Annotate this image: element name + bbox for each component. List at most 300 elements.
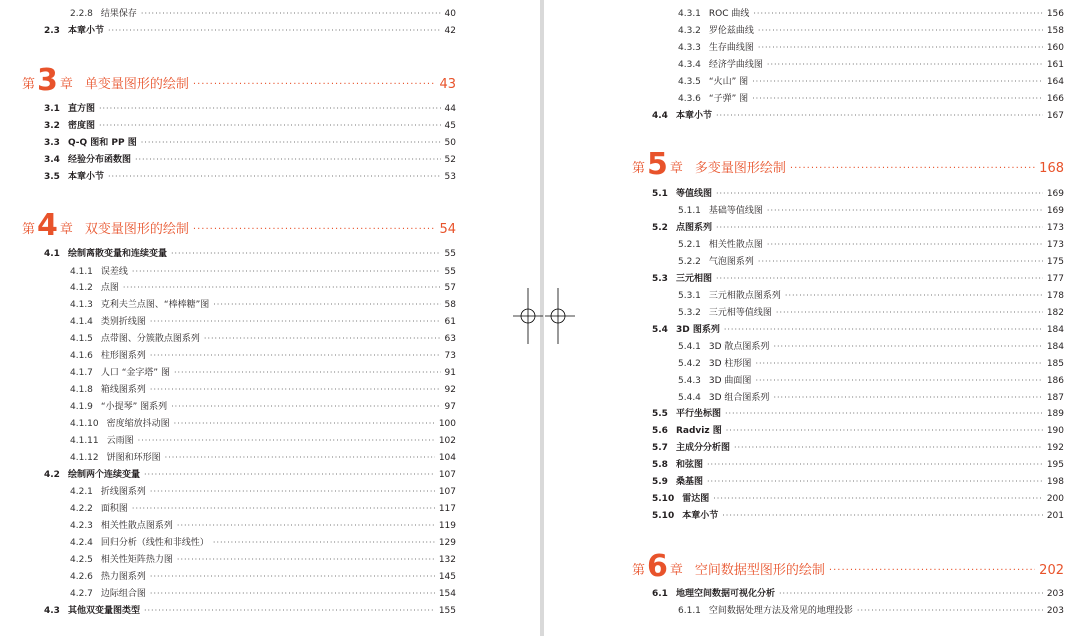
entry-number: 4.1.4 [70,317,93,327]
chapter-number: 6 [647,549,668,584]
entry-title: 基础等值线图 [708,206,763,216]
toc-section-row[interactable] [44,467,456,483]
entry-number: 4.1.3 [70,300,93,310]
entry-number: 4.2 [44,470,60,480]
dot-leader [99,101,441,117]
entry-title: 类别折线图 [100,317,146,327]
dot-leader [141,6,441,22]
entry-title: 密度缩放抖动图 [106,419,170,429]
chapter-heading[interactable] [632,549,1064,584]
entry-title: 3D 散点图系列 [708,342,770,352]
entry-title: 回归分析（线性和非线性） [100,538,209,548]
dot-leader [755,356,1042,372]
entry-title: 本章小节 [682,511,719,521]
entry-number: 6.1 [652,589,668,599]
dot-leader [177,518,435,534]
entry-page-number: 158 [1046,26,1064,36]
entry-page-number: 63 [444,334,456,344]
entry-page-number: 55 [444,267,456,277]
toc-subsection-row[interactable] [70,552,456,568]
entry-title: 经验分布函数图 [67,155,131,165]
dot-leader [734,440,1043,456]
entry-page-number: 178 [1046,291,1064,301]
chapter-page-number: 202 [1039,563,1064,578]
entry-title: 其他双变量图类型 [67,606,140,616]
chapter-heading[interactable] [22,63,456,98]
entry-number: 4.1.6 [70,351,93,361]
toc-subsection-row[interactable] [678,203,1064,219]
entry-number: 4.3.2 [678,26,701,36]
entry-number: 5.3.1 [678,291,701,301]
entry-title: 边际组合图 [100,589,146,599]
toc-section-row[interactable] [652,220,1064,236]
toc-subsection-row[interactable] [678,74,1064,90]
entry-title: 平行坐标图 [675,409,721,419]
dot-leader [165,450,435,466]
dot-leader [767,203,1043,219]
entry-page-number: 167 [1046,111,1064,121]
entry-title: 折线图系列 [100,487,146,497]
entry-title: 生存曲线图 [708,43,754,53]
chapter-prefix: 第 [22,222,36,237]
entry-number: 5.4.1 [678,342,701,352]
entry-page-number: 189 [1046,409,1064,419]
entry-title: 地理空间数据可视化分析 [675,589,775,599]
entry-page-number: 154 [438,589,456,599]
toc-subsection-row[interactable] [70,6,456,22]
chapter-number: 5 [647,147,668,182]
entry-number: 5.8 [652,460,668,470]
chapter-number: 3 [37,63,58,98]
toc-subsection-row[interactable] [678,288,1064,304]
entry-page-number: 92 [444,385,456,395]
entry-number: 4.1.12 [70,453,99,463]
toc-subsection-row[interactable] [678,57,1064,73]
entry-page-number: 119 [438,521,456,531]
toc-subsection-row[interactable] [70,365,456,381]
dot-leader [150,314,441,330]
entry-page-number: 169 [1046,189,1064,199]
entry-number: 4.1.5 [70,334,93,344]
entry-title: 箱线图系列 [100,385,146,395]
entry-page-number: 97 [444,402,456,412]
dot-leader [150,382,441,398]
dot-leader [174,416,435,432]
dot-leader [707,457,1043,473]
entry-title: 克利夫兰点图、“棒棒糖”图 [100,300,210,310]
dot-leader [99,118,441,134]
entry-page-number: 100 [438,419,456,429]
toc-section-row[interactable] [44,118,456,134]
entry-number: 4.2.6 [70,572,93,582]
toc-section-row[interactable] [44,603,456,619]
entry-page-number: 52 [444,155,456,165]
entry-page-number: 107 [438,487,456,497]
toc-subsection-row[interactable] [70,297,456,313]
entry-page-number: 73 [444,351,456,361]
entry-page-number: 175 [1046,257,1064,267]
entry-page-number: 129 [438,538,456,548]
entry-page-number: 190 [1046,426,1064,436]
entry-page-number: 201 [1046,511,1064,521]
chapter-title: 多变量图形绘制 [694,161,786,176]
entry-title: 点图 [100,283,119,293]
entry-number: 6.1.1 [678,606,701,616]
dot-leader [150,569,435,585]
chapter-prefix: 第 [22,77,36,92]
entry-number: 3.3 [44,138,60,148]
entry-number: 5.10 [652,494,675,504]
toc-section-row[interactable] [652,423,1064,439]
entry-title: 3D 图系列 [675,325,720,335]
toc-subsection-row[interactable] [70,433,456,449]
chapter-prefix: 第 [632,161,646,176]
toc-section-row[interactable] [44,152,456,168]
entry-page-number: 177 [1046,274,1064,284]
dot-leader [150,484,435,500]
entry-number: 2.3 [44,26,60,36]
entry-page-number: 203 [1046,606,1064,616]
entry-number: 4.1.1 [70,267,93,277]
toc-subsection-row[interactable] [70,518,456,534]
dot-leader [767,237,1043,253]
entry-page-number: 53 [444,172,456,182]
entry-title: 雷达图 [682,494,710,504]
dot-leader [707,474,1043,490]
dot-leader [722,508,1043,524]
entry-page-number: 195 [1046,460,1064,470]
dot-leader [755,373,1042,389]
toc-subsection-row[interactable] [70,416,456,432]
toc-section-row[interactable] [652,508,1064,524]
dot-leader [716,186,1043,202]
entry-page-number: 102 [438,436,456,446]
dot-leader [193,220,436,240]
entry-page-number: 184 [1046,342,1064,352]
dot-leader [776,305,1043,321]
entry-page-number: 104 [438,453,456,463]
entry-number: 3.2 [44,121,60,131]
entry-page-number: 173 [1046,240,1064,250]
toc-section-row[interactable] [652,322,1064,338]
entry-title: 气泡图系列 [708,257,754,267]
chapter-title: 双变量图形的绘制 [84,222,189,237]
entry-number: 4.3.5 [678,77,701,87]
dot-leader [135,152,441,168]
toc-section-row[interactable] [44,101,456,117]
toc-section-row[interactable] [652,491,1064,507]
entry-number: 5.1.1 [678,206,701,216]
entry-title: 误差线 [100,267,128,277]
toc-subsection-row[interactable] [678,305,1064,321]
toc-subsection-row[interactable] [678,6,1064,22]
entry-title: 桑基图 [675,477,703,487]
entry-title: “子弹” 图 [708,94,749,104]
entry-number: 5.4.2 [678,359,701,369]
dot-leader [123,280,441,296]
entry-number: 5.1 [652,189,668,199]
dot-leader [767,57,1043,73]
entry-title: 面积图 [100,504,128,514]
entry-title: 三元相图 [675,274,712,284]
entry-title: 本章小节 [67,26,104,36]
entry-page-number: 156 [1046,9,1064,19]
entry-title: 3D 曲面图 [708,376,752,386]
dot-leader [150,348,441,364]
entry-page-number: 182 [1046,308,1064,318]
chapter-number: 4 [37,208,58,243]
toc-section-row[interactable] [652,406,1064,422]
toc-subsection-row[interactable] [678,373,1064,389]
entry-page-number: 200 [1046,494,1064,504]
toc-section-row[interactable] [44,23,456,39]
entry-number: 4.2.2 [70,504,93,514]
entry-page-number: 161 [1046,60,1064,70]
entry-page-number: 50 [444,138,456,148]
entry-title: 等值线图 [675,189,712,199]
entry-number: 4.1.8 [70,385,93,395]
entry-number: 5.4.3 [678,376,701,386]
toc-subsection-row[interactable] [678,237,1064,253]
toc-subsection-row[interactable] [70,450,456,466]
entry-number: 5.4.4 [678,393,701,403]
entry-number: 4.3 [44,606,60,616]
dot-leader [752,91,1043,107]
entry-page-number: 117 [438,504,456,514]
entry-number: 3.5 [44,172,60,182]
entry-title: “小提琴” 图系列 [100,402,168,412]
toc-section-row[interactable] [44,135,456,151]
entry-number: 4.3.3 [678,43,701,53]
chapter-heading[interactable] [632,147,1064,182]
toc-subsection-row[interactable] [678,23,1064,39]
dot-leader [713,491,1043,507]
dot-leader [213,535,435,551]
chapter-title: 空间数据型图形的绘制 [694,563,825,578]
dot-leader [213,297,440,313]
dot-leader [193,75,436,95]
dot-leader [773,339,1042,355]
entry-number: 4.3.6 [678,94,701,104]
entry-page-number: 169 [1046,206,1064,216]
toc-section-row[interactable] [652,457,1064,473]
toc-subsection-row[interactable] [678,339,1064,355]
dot-leader [132,264,441,280]
chapter-suffix: 章 [59,222,73,237]
entry-number: 5.7 [652,443,668,453]
entry-title: 本章小节 [675,111,712,121]
entry-page-number: 164 [1046,77,1064,87]
entry-page-number: 40 [444,9,456,19]
entry-page-number: 42 [444,26,456,36]
entry-page-number: 186 [1046,376,1064,386]
entry-title: 云雨图 [106,436,134,446]
toc-subsection-row[interactable] [70,280,456,296]
dot-leader [829,561,1035,581]
entry-page-number: 91 [444,368,456,378]
entry-title: 绘制离散变量和连续变量 [67,249,167,259]
entry-number: 4.1.7 [70,368,93,378]
entry-number: 5.10 [652,511,675,521]
entry-page-number: 160 [1046,43,1064,53]
entry-page-number: 166 [1046,94,1064,104]
entry-number: 5.3 [652,274,668,284]
entry-title: Q-Q 图和 PP 图 [67,138,137,148]
entry-page-number: 185 [1046,359,1064,369]
entry-page-number: 107 [438,470,456,480]
toc-subsection-row[interactable] [70,331,456,347]
toc-subsection-row[interactable] [70,399,456,415]
toc-subsection-row[interactable] [70,586,456,602]
dot-leader [177,552,435,568]
toc-section-row[interactable] [652,474,1064,490]
toc-subsection-row[interactable] [70,382,456,398]
dot-leader [753,6,1042,22]
dot-leader [141,135,441,151]
entry-number: 5.3.2 [678,308,701,318]
entry-number: 4.4 [652,111,668,121]
toc-subsection-row[interactable] [70,314,456,330]
entry-number: 3.4 [44,155,60,165]
entry-number: 5.9 [652,477,668,487]
entry-number: 3.1 [44,104,60,114]
entry-number: 4.1 [44,249,60,259]
toc-subsection-row[interactable] [70,264,456,280]
entry-title: “火山” 图 [708,77,749,87]
dot-leader [758,40,1043,56]
entry-page-number: 173 [1046,223,1064,233]
entry-page-number: 198 [1046,477,1064,487]
toc-subsection-row[interactable] [70,484,456,500]
dot-leader [108,169,441,185]
dot-leader [724,322,1043,338]
entry-title: ROC 曲线 [708,9,750,19]
dot-leader [752,74,1043,90]
toc-section-row[interactable] [652,586,1064,602]
toc-subsection-row[interactable] [678,91,1064,107]
toc-section-row[interactable] [652,186,1064,202]
chapter-prefix: 第 [632,563,646,578]
toc-subsection-row[interactable] [678,40,1064,56]
entry-number: 4.2.3 [70,521,93,531]
dot-leader [144,467,435,483]
toc-subsection-row[interactable] [70,535,456,551]
entry-number: 4.1.10 [70,419,99,429]
dot-leader [785,288,1043,304]
chapter-suffix: 章 [59,77,73,92]
dot-leader [174,365,441,381]
entry-page-number: 187 [1046,393,1064,403]
dot-leader [716,220,1043,236]
entry-page-number: 145 [438,572,456,582]
entry-number: 4.2.4 [70,538,93,548]
entry-title: 直方图 [67,104,95,114]
entry-title: 饼图和环形图 [106,453,161,463]
entry-page-number: 155 [438,606,456,616]
entry-page-number: 203 [1046,589,1064,599]
dot-leader [857,603,1043,619]
entry-page-number: 184 [1046,325,1064,335]
entry-title: 空间数据处理方法及常见的地理投影 [708,606,853,616]
dot-leader [204,331,441,347]
toc-section-row[interactable] [44,246,456,262]
toc-section-row[interactable] [652,440,1064,456]
dot-leader [108,23,441,39]
chapter-page-number: 168 [1039,161,1064,176]
entry-number: 5.4 [652,325,668,335]
toc-section-row[interactable] [652,108,1064,124]
entry-number: 2.2.8 [70,9,93,19]
chapter-suffix: 章 [669,563,683,578]
dot-leader [726,423,1043,439]
entry-number: 4.1.11 [70,436,99,446]
dot-leader [132,501,435,517]
toc-section-row[interactable] [44,169,456,185]
dot-leader [725,406,1043,422]
entry-number: 5.5 [652,409,668,419]
right-toc-page [544,0,1080,636]
entry-title: 密度图 [67,121,95,131]
dot-leader [773,390,1042,406]
entry-title: 3D 柱形图 [708,359,752,369]
toc-subsection-row[interactable] [70,348,456,364]
entry-number: 4.1.9 [70,402,93,412]
chapter-heading[interactable] [22,208,456,243]
toc-subsection-row[interactable] [70,501,456,517]
entry-title: 本章小节 [67,172,104,182]
entry-number: 4.2.1 [70,487,93,497]
dot-leader [150,586,435,602]
dot-leader [758,23,1043,39]
entry-title: 主成分分析图 [675,443,730,453]
toc-subsection-row[interactable] [678,254,1064,270]
dot-leader [716,108,1043,124]
dot-leader [790,159,1035,179]
dot-leader [144,603,435,619]
entry-page-number: 45 [444,121,456,131]
chapter-page-number: 43 [439,77,456,92]
entry-number: 4.1.2 [70,283,93,293]
entry-number: 4.3.1 [678,9,701,19]
toc-subsection-row[interactable] [70,569,456,585]
entry-title: 3D 组合图系列 [708,393,770,403]
toc-subsection-row[interactable] [678,603,1064,619]
entry-number: 4.2.5 [70,555,93,565]
chapter-suffix: 章 [669,161,683,176]
entry-title: 相关性矩阵热力图 [100,555,173,565]
toc-subsection-row[interactable] [678,390,1064,406]
entry-title: 热力图系列 [100,572,146,582]
entry-number: 5.2.2 [678,257,701,267]
entry-title: 点带图、分簇散点图系列 [100,334,200,344]
dot-leader [171,399,440,415]
entry-title: 人口 “金字塔” 图 [100,368,170,378]
toc-subsection-row[interactable] [678,356,1064,372]
dot-leader [758,254,1043,270]
entry-title: 相关性散点图系列 [100,521,173,531]
entry-number: 4.2.7 [70,589,93,599]
entry-number: 5.2 [652,223,668,233]
entry-title: 经济学曲线图 [708,60,763,70]
entry-title: Radviz 图 [675,426,722,436]
toc-section-row[interactable] [652,271,1064,287]
chapter-title: 单变量图形的绘制 [84,77,189,92]
entry-page-number: 192 [1046,443,1064,453]
entry-page-number: 55 [444,249,456,259]
entry-title: 罗伦兹曲线 [708,26,754,36]
entry-page-number: 61 [444,317,456,327]
entry-title: 点图系列 [675,223,712,233]
